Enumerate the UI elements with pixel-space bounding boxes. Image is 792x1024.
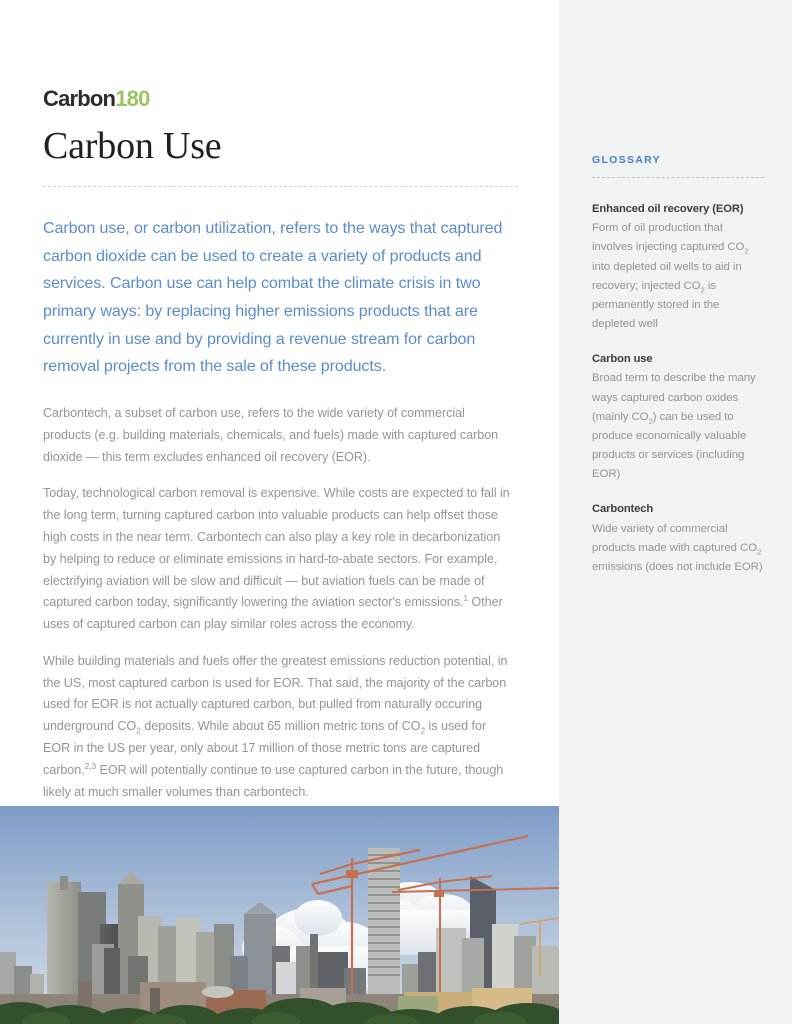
footnote-ref-2-3: 2,3 (84, 760, 97, 771)
title-divider (43, 186, 518, 187)
para2-text-a: Today, technological carbon removal is expensive. While costs are expected to fall in the long term, turning captured carbon into valuable products can help offset those high costs in the near term. Carbontech can also play a key role in decarbonization by helping to reduce or eliminate emissions in hard-to-abate sectors. For example, electrifying aviation will be slow and difficult — but aviation fuels can be made of captured carbon today, significantly lowering the aviation sector's emissions. (43, 486, 510, 610)
glossary-entry-carbon-use (592, 351, 764, 484)
def-text-a: Form of oil production that involves injecting captured CO (592, 222, 745, 254)
logo-primary-text: Carbon (43, 86, 116, 111)
co2-subscript: 2 (744, 246, 749, 256)
def-text-a: Wide variety of commercial products made with captured CO (592, 522, 758, 554)
glossary-term: Enhanced oil recovery (EOR) (592, 203, 744, 215)
glossary-entry-carbontech (592, 501, 764, 577)
body-paragraph-3 (43, 651, 511, 803)
glossary-definition (592, 369, 764, 484)
body-paragraph-1: Carbontech, a subset of carbon use, refers to the wide variety of commercial products (e.g. building materials, chemicals, and fuels) made with captured carbon dioxide — this term excludes enhanced oil recovery (EOR). (43, 406, 499, 464)
para3-text-c: is used for EOR in the US per year, only about 17 million of those metric tons are captured carbon. (43, 719, 487, 777)
intro-paragraph: Carbon use, or carbon utilization, refers to the ways that captured carbon dioxide can be used to create a variety of products and services. Carbon use can help combat the climate crisis in two primary ways: by replacing higher emissions products that are currently in use and by providing a revenue stream for carbon removal projects from the sale of these products. (43, 219, 503, 376)
footnote-ref-1: 1 (463, 593, 468, 604)
glossary-heading: GLOSSARY (592, 154, 661, 166)
co2-subscript-2: 2 (420, 725, 426, 736)
def-text-b: ) can be used to produce economically valuable products or services (including EOR) (592, 410, 747, 481)
glossary-divider (592, 177, 764, 178)
def-text-b: emissions (does not include EOR) (592, 560, 763, 573)
page-title: Carbon Use (43, 125, 222, 167)
city-skyline-photo (0, 806, 559, 1024)
glossary-definition (592, 219, 764, 334)
co2-subscript: 2 (700, 284, 705, 294)
glossary-entry-eor (592, 201, 764, 334)
glossary-term: Carbon use (592, 353, 653, 366)
logo-accent-text: 180 (115, 86, 150, 111)
para3-text-d: EOR will potentially continue to use captured carbon in the future, though likely at much smaller volumes than carbontech. (43, 762, 504, 799)
para3-text-a: While building materials and fuels offer the greatest emissions reduction potential, in the US, most captured carbon is used for EOR. That said, the majority of the carbon used for EOR is not actually captured carbon, but pulled from naturally occuring underground CO (43, 653, 508, 734)
para2-text-b: Other uses of captured carbon can play similar roles across the economy. (43, 595, 503, 632)
co2-subscript-1: 2 (136, 725, 141, 736)
skyline-illustration (0, 806, 559, 1024)
co2-subscript: 2 (648, 416, 653, 425)
def-text-b: into depleted oil wells to aid in recovery; injected CO (592, 260, 742, 292)
body-paragraph-2 (43, 483, 511, 635)
carbon180-logo (43, 88, 514, 112)
glossary-definition (592, 520, 764, 577)
para3-text-b: deposits. While about 65 million metric tons of CO (140, 719, 421, 734)
def-text-a: Broad term to describe the many ways captured carbon oxides (mainly CO (592, 372, 756, 423)
glossary-term: Carbontech (592, 503, 654, 516)
glossary-sidebar (559, 0, 792, 1024)
def-text-c: is permanently stored in the depleted well (592, 279, 720, 331)
co2-subscript: 2 (757, 547, 762, 557)
